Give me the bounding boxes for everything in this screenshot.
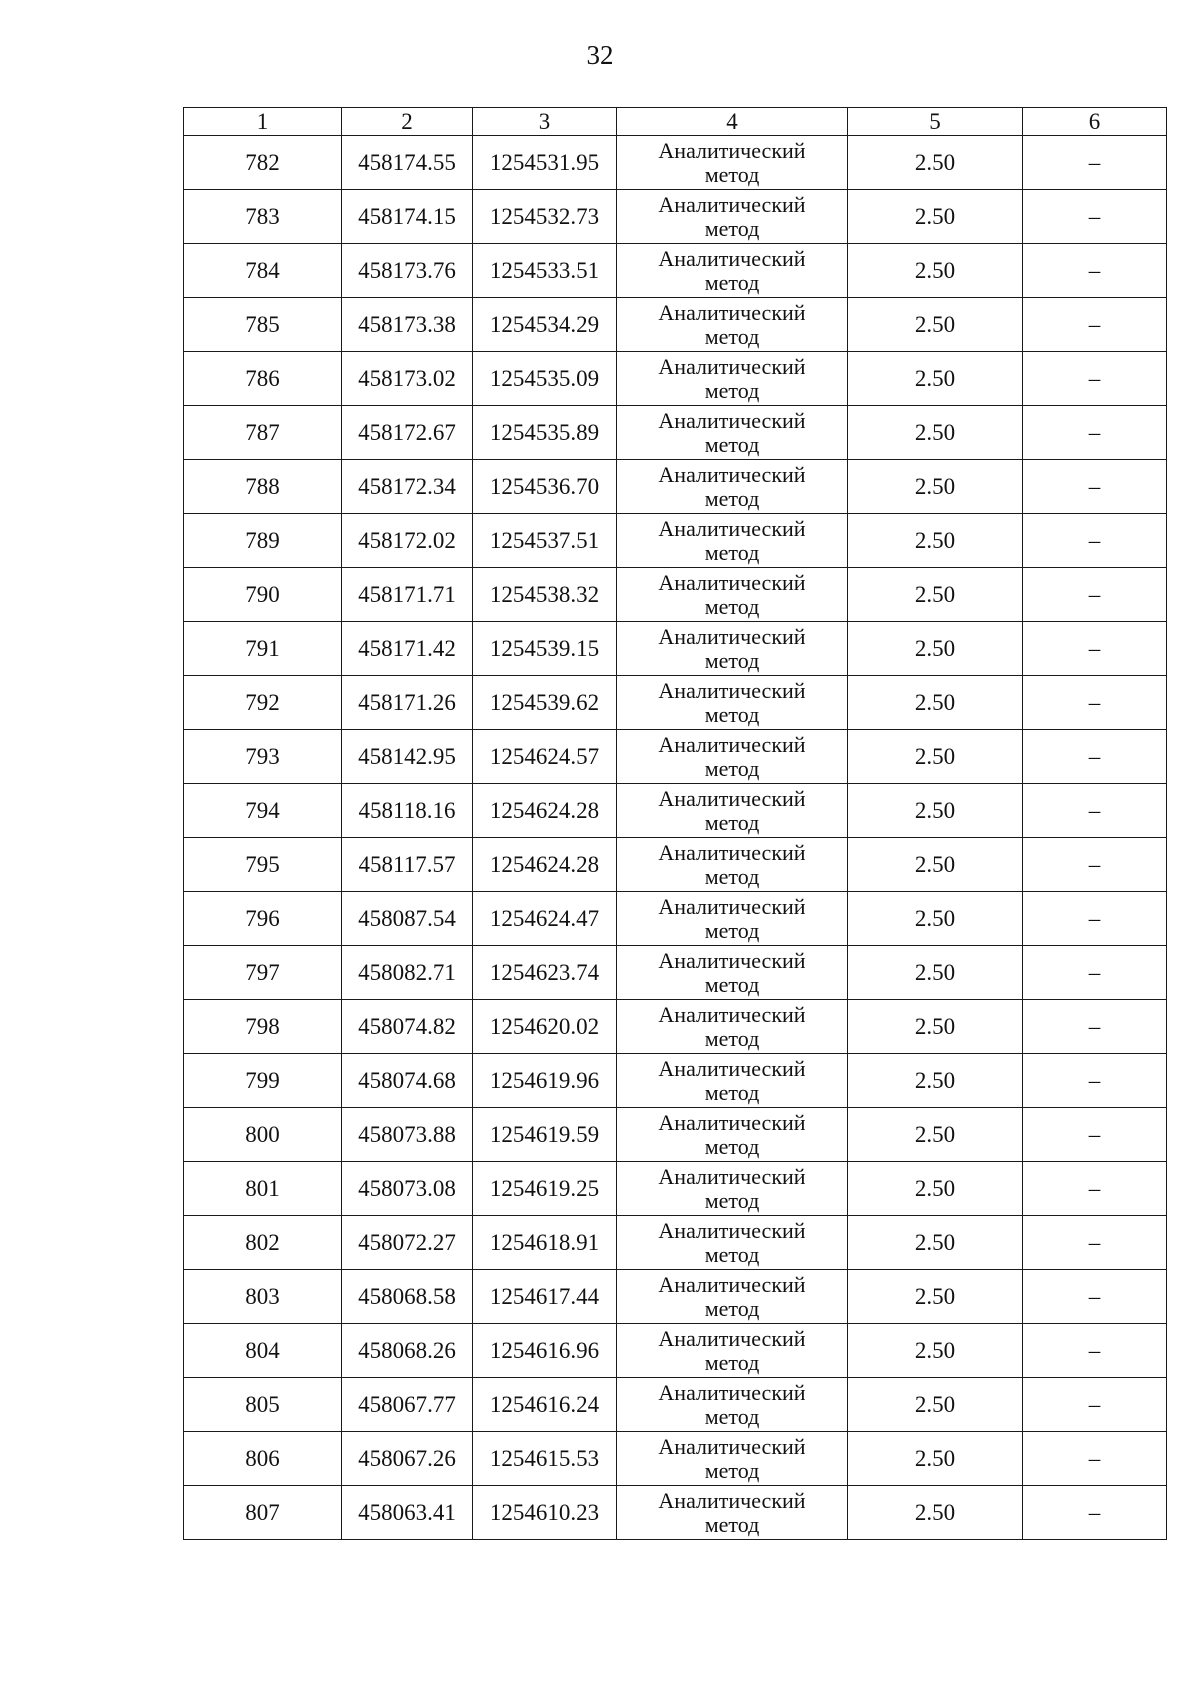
point-number-cell: 800 xyxy=(184,1108,342,1162)
accuracy-cell: 2.50 xyxy=(848,892,1023,946)
point-number-cell: 794 xyxy=(184,784,342,838)
coordinate-y-cell: 1254537.51 xyxy=(473,514,617,568)
point-number-cell: 787 xyxy=(184,406,342,460)
accuracy-cell: 2.50 xyxy=(848,1432,1023,1486)
coordinate-y-cell: 1254624.28 xyxy=(473,784,617,838)
method-line-1: Аналитический xyxy=(658,623,806,649)
accuracy-cell: 2.50 xyxy=(848,352,1023,406)
coordinate-x-cell: 458074.82 xyxy=(342,1000,473,1054)
note-cell: – xyxy=(1023,1324,1167,1378)
table-row xyxy=(184,1324,1167,1378)
method-line-2: метод xyxy=(704,161,760,187)
method-line-1: Аналитический xyxy=(658,1001,806,1027)
method-line-1: Аналитический xyxy=(658,407,806,433)
point-number-cell: 801 xyxy=(184,1162,342,1216)
method-cell xyxy=(617,514,848,568)
method-line-1: Аналитический xyxy=(658,1433,806,1459)
point-number-cell: 784 xyxy=(184,244,342,298)
method-line-2: метод xyxy=(704,1511,760,1537)
accuracy-cell: 2.50 xyxy=(848,406,1023,460)
method-line-1: Аналитический xyxy=(658,137,806,163)
coordinate-x-cell: 458171.42 xyxy=(342,622,473,676)
note-cell: – xyxy=(1023,1486,1167,1540)
method-line-1: Аналитический xyxy=(658,353,806,379)
method-line-1: Аналитический xyxy=(658,1271,806,1297)
coordinate-x-cell: 458174.55 xyxy=(342,136,473,190)
coordinate-y-cell: 1254538.32 xyxy=(473,568,617,622)
accuracy-cell: 2.50 xyxy=(848,730,1023,784)
accuracy-cell: 2.50 xyxy=(848,1270,1023,1324)
coordinate-x-cell: 458171.26 xyxy=(342,676,473,730)
note-cell: – xyxy=(1023,892,1167,946)
note-cell: – xyxy=(1023,406,1167,460)
note-cell: – xyxy=(1023,244,1167,298)
coordinate-y-cell: 1254539.15 xyxy=(473,622,617,676)
method-line-1: Аналитический xyxy=(658,785,806,811)
coordinate-x-cell: 458174.15 xyxy=(342,190,473,244)
table-row xyxy=(184,730,1167,784)
method-cell xyxy=(617,1108,848,1162)
point-number-cell: 790 xyxy=(184,568,342,622)
page-number xyxy=(0,38,1200,72)
accuracy-cell: 2.50 xyxy=(848,1000,1023,1054)
method-cell xyxy=(617,622,848,676)
point-number-cell: 792 xyxy=(184,676,342,730)
method-cell xyxy=(617,1054,848,1108)
method-cell xyxy=(617,460,848,514)
method-cell xyxy=(617,784,848,838)
method-line-1: Аналитический xyxy=(658,1487,806,1513)
coordinate-y-cell: 1254539.62 xyxy=(473,676,617,730)
method-line-1: Аналитический xyxy=(658,1055,806,1081)
coordinates-table xyxy=(183,107,1167,1540)
accuracy-cell: 2.50 xyxy=(848,136,1023,190)
point-number-cell: 785 xyxy=(184,298,342,352)
method-line-2: метод xyxy=(704,1079,760,1105)
method-line-2: метод xyxy=(704,647,760,673)
note-cell: – xyxy=(1023,838,1167,892)
method-cell xyxy=(617,568,848,622)
column-header-6: 6 xyxy=(1023,108,1167,136)
coordinate-y-cell: 1254616.24 xyxy=(473,1378,617,1432)
note-cell: – xyxy=(1023,1054,1167,1108)
note-cell: – xyxy=(1023,1378,1167,1432)
accuracy-cell: 2.50 xyxy=(848,190,1023,244)
coordinate-y-cell: 1254616.96 xyxy=(473,1324,617,1378)
table-row xyxy=(184,460,1167,514)
coordinate-y-cell: 1254617.44 xyxy=(473,1270,617,1324)
point-number-cell: 798 xyxy=(184,1000,342,1054)
method-line-2: метод xyxy=(704,215,760,241)
coordinate-x-cell: 458067.26 xyxy=(342,1432,473,1486)
note-cell: – xyxy=(1023,1432,1167,1486)
table-row xyxy=(184,514,1167,568)
method-line-1: Аналитический xyxy=(658,677,806,703)
note-cell: – xyxy=(1023,514,1167,568)
method-cell xyxy=(617,1000,848,1054)
method-line-1: Аналитический xyxy=(658,947,806,973)
method-line-2: метод xyxy=(704,269,760,295)
table-row xyxy=(184,352,1167,406)
point-number-cell: 795 xyxy=(184,838,342,892)
coordinate-x-cell: 458068.58 xyxy=(342,1270,473,1324)
table-row xyxy=(184,1270,1167,1324)
accuracy-cell: 2.50 xyxy=(848,838,1023,892)
coordinate-x-cell: 458173.76 xyxy=(342,244,473,298)
method-cell xyxy=(617,1432,848,1486)
accuracy-cell: 2.50 xyxy=(848,514,1023,568)
method-line-2: метод xyxy=(704,1241,760,1267)
method-cell xyxy=(617,244,848,298)
note-cell: – xyxy=(1023,568,1167,622)
method-line-1: Аналитический xyxy=(658,245,806,271)
table-row xyxy=(184,784,1167,838)
table-row xyxy=(184,1000,1167,1054)
accuracy-cell: 2.50 xyxy=(848,460,1023,514)
note-cell: – xyxy=(1023,352,1167,406)
method-line-2: метод xyxy=(704,917,760,943)
point-number-cell: 789 xyxy=(184,514,342,568)
method-line-2: метод xyxy=(704,1025,760,1051)
coordinate-y-cell: 1254615.53 xyxy=(473,1432,617,1486)
point-number-cell: 799 xyxy=(184,1054,342,1108)
coordinate-x-cell: 458118.16 xyxy=(342,784,473,838)
coordinate-x-cell: 458172.34 xyxy=(342,460,473,514)
note-cell: – xyxy=(1023,190,1167,244)
column-header-1: 1 xyxy=(184,108,342,136)
coordinate-y-cell: 1254619.25 xyxy=(473,1162,617,1216)
table-row xyxy=(184,190,1167,244)
note-cell: – xyxy=(1023,136,1167,190)
note-cell: – xyxy=(1023,784,1167,838)
accuracy-cell: 2.50 xyxy=(848,244,1023,298)
point-number-cell: 807 xyxy=(184,1486,342,1540)
method-cell xyxy=(617,352,848,406)
accuracy-cell: 2.50 xyxy=(848,1324,1023,1378)
accuracy-cell: 2.50 xyxy=(848,676,1023,730)
accuracy-cell: 2.50 xyxy=(848,1108,1023,1162)
method-line-2: метод xyxy=(704,593,760,619)
table-row xyxy=(184,838,1167,892)
coordinate-y-cell: 1254535.09 xyxy=(473,352,617,406)
point-number-cell: 786 xyxy=(184,352,342,406)
method-cell xyxy=(617,136,848,190)
method-line-2: метод xyxy=(704,539,760,565)
coordinate-x-cell: 458172.67 xyxy=(342,406,473,460)
method-line-2: метод xyxy=(704,809,760,835)
method-cell xyxy=(617,892,848,946)
method-line-2: метод xyxy=(704,431,760,457)
coordinate-x-cell: 458173.02 xyxy=(342,352,473,406)
table-row xyxy=(184,1486,1167,1540)
method-line-2: метод xyxy=(704,485,760,511)
table-row xyxy=(184,406,1167,460)
accuracy-cell: 2.50 xyxy=(848,1378,1023,1432)
note-cell: – xyxy=(1023,1216,1167,1270)
method-line-1: Аналитический xyxy=(658,515,806,541)
coordinate-x-cell: 458171.71 xyxy=(342,568,473,622)
method-cell xyxy=(617,946,848,1000)
coordinate-x-cell: 458172.02 xyxy=(342,514,473,568)
coordinate-x-cell: 458067.77 xyxy=(342,1378,473,1432)
coordinate-y-cell: 1254535.89 xyxy=(473,406,617,460)
coordinate-y-cell: 1254623.74 xyxy=(473,946,617,1000)
page-number-text: 32 xyxy=(586,40,614,70)
coordinate-y-cell: 1254619.59 xyxy=(473,1108,617,1162)
method-line-1: Аналитический xyxy=(658,1217,806,1243)
point-number-cell: 806 xyxy=(184,1432,342,1486)
coordinate-x-cell: 458073.88 xyxy=(342,1108,473,1162)
method-cell xyxy=(617,406,848,460)
method-line-1: Аналитический xyxy=(658,299,806,325)
coordinate-y-cell: 1254610.23 xyxy=(473,1486,617,1540)
column-header-3: 3 xyxy=(473,108,617,136)
method-line-2: метод xyxy=(704,863,760,889)
accuracy-cell: 2.50 xyxy=(848,1054,1023,1108)
method-line-2: метод xyxy=(704,1133,760,1159)
coordinate-y-cell: 1254624.57 xyxy=(473,730,617,784)
coordinate-x-cell: 458117.57 xyxy=(342,838,473,892)
method-cell xyxy=(617,1486,848,1540)
point-number-cell: 797 xyxy=(184,946,342,1000)
table-row xyxy=(184,568,1167,622)
coordinate-x-cell: 458068.26 xyxy=(342,1324,473,1378)
method-cell xyxy=(617,676,848,730)
point-number-cell: 796 xyxy=(184,892,342,946)
point-number-cell: 788 xyxy=(184,460,342,514)
method-line-2: метод xyxy=(704,1457,760,1483)
table-header xyxy=(184,108,1167,136)
table-row xyxy=(184,676,1167,730)
accuracy-cell: 2.50 xyxy=(848,622,1023,676)
method-line-2: метод xyxy=(704,323,760,349)
coordinate-y-cell: 1254534.29 xyxy=(473,298,617,352)
coordinate-x-cell: 458173.38 xyxy=(342,298,473,352)
note-cell: – xyxy=(1023,298,1167,352)
method-cell xyxy=(617,838,848,892)
accuracy-cell: 2.50 xyxy=(848,1486,1023,1540)
header-row xyxy=(184,108,1167,136)
note-cell: – xyxy=(1023,676,1167,730)
point-number-cell: 783 xyxy=(184,190,342,244)
note-cell: – xyxy=(1023,1270,1167,1324)
method-line-1: Аналитический xyxy=(658,1325,806,1351)
note-cell: – xyxy=(1023,730,1167,784)
method-cell xyxy=(617,1162,848,1216)
method-line-2: метод xyxy=(704,755,760,781)
point-number-cell: 805 xyxy=(184,1378,342,1432)
table-row xyxy=(184,1216,1167,1270)
method-line-2: метод xyxy=(704,1295,760,1321)
accuracy-cell: 2.50 xyxy=(848,298,1023,352)
table-body xyxy=(184,136,1167,1540)
accuracy-cell: 2.50 xyxy=(848,1216,1023,1270)
coordinate-y-cell: 1254532.73 xyxy=(473,190,617,244)
table-row xyxy=(184,298,1167,352)
coordinate-y-cell: 1254620.02 xyxy=(473,1000,617,1054)
method-line-2: метод xyxy=(704,377,760,403)
note-cell: – xyxy=(1023,622,1167,676)
coordinate-y-cell: 1254536.70 xyxy=(473,460,617,514)
method-cell xyxy=(617,1216,848,1270)
table-row xyxy=(184,1162,1167,1216)
point-number-cell: 782 xyxy=(184,136,342,190)
table-row xyxy=(184,1054,1167,1108)
accuracy-cell: 2.50 xyxy=(848,1162,1023,1216)
coordinate-y-cell: 1254618.91 xyxy=(473,1216,617,1270)
method-line-2: метод xyxy=(704,1187,760,1213)
method-line-2: метод xyxy=(704,1403,760,1429)
table-row xyxy=(184,946,1167,1000)
method-line-1: Аналитический xyxy=(658,839,806,865)
note-cell: – xyxy=(1023,1000,1167,1054)
column-header-2: 2 xyxy=(342,108,473,136)
point-number-cell: 804 xyxy=(184,1324,342,1378)
method-line-1: Аналитический xyxy=(658,569,806,595)
table-row xyxy=(184,136,1167,190)
coordinate-y-cell: 1254533.51 xyxy=(473,244,617,298)
table-row xyxy=(184,622,1167,676)
point-number-cell: 803 xyxy=(184,1270,342,1324)
point-number-cell: 802 xyxy=(184,1216,342,1270)
coordinate-x-cell: 458063.41 xyxy=(342,1486,473,1540)
method-cell xyxy=(617,190,848,244)
method-line-1: Аналитический xyxy=(658,1163,806,1189)
coordinate-x-cell: 458142.95 xyxy=(342,730,473,784)
note-cell: – xyxy=(1023,460,1167,514)
column-header-5: 5 xyxy=(848,108,1023,136)
method-line-1: Аналитический xyxy=(658,1109,806,1135)
coordinate-y-cell: 1254624.47 xyxy=(473,892,617,946)
method-cell xyxy=(617,1378,848,1432)
coordinate-x-cell: 458082.71 xyxy=(342,946,473,1000)
method-line-1: Аналитический xyxy=(658,461,806,487)
coordinate-x-cell: 458087.54 xyxy=(342,892,473,946)
coordinate-y-cell: 1254531.95 xyxy=(473,136,617,190)
column-header-4: 4 xyxy=(617,108,848,136)
method-cell xyxy=(617,298,848,352)
point-number-cell: 793 xyxy=(184,730,342,784)
method-line-2: метод xyxy=(704,1349,760,1375)
method-line-1: Аналитический xyxy=(658,191,806,217)
coordinate-x-cell: 458073.08 xyxy=(342,1162,473,1216)
coordinate-y-cell: 1254624.28 xyxy=(473,838,617,892)
accuracy-cell: 2.50 xyxy=(848,946,1023,1000)
note-cell: – xyxy=(1023,946,1167,1000)
method-line-1: Аналитический xyxy=(658,731,806,757)
table-row xyxy=(184,892,1167,946)
method-line-2: метод xyxy=(704,701,760,727)
note-cell: – xyxy=(1023,1108,1167,1162)
point-number-cell: 791 xyxy=(184,622,342,676)
table-row xyxy=(184,1378,1167,1432)
accuracy-cell: 2.50 xyxy=(848,568,1023,622)
method-cell xyxy=(617,1324,848,1378)
coordinate-x-cell: 458072.27 xyxy=(342,1216,473,1270)
table-row xyxy=(184,1432,1167,1486)
method-cell xyxy=(617,730,848,784)
method-line-1: Аналитический xyxy=(658,1379,806,1405)
accuracy-cell: 2.50 xyxy=(848,784,1023,838)
note-cell: – xyxy=(1023,1162,1167,1216)
method-cell xyxy=(617,1270,848,1324)
method-line-1: Аналитический xyxy=(658,893,806,919)
table-row xyxy=(184,1108,1167,1162)
coordinate-y-cell: 1254619.96 xyxy=(473,1054,617,1108)
method-line-2: метод xyxy=(704,971,760,997)
table-row xyxy=(184,244,1167,298)
coordinate-x-cell: 458074.68 xyxy=(342,1054,473,1108)
